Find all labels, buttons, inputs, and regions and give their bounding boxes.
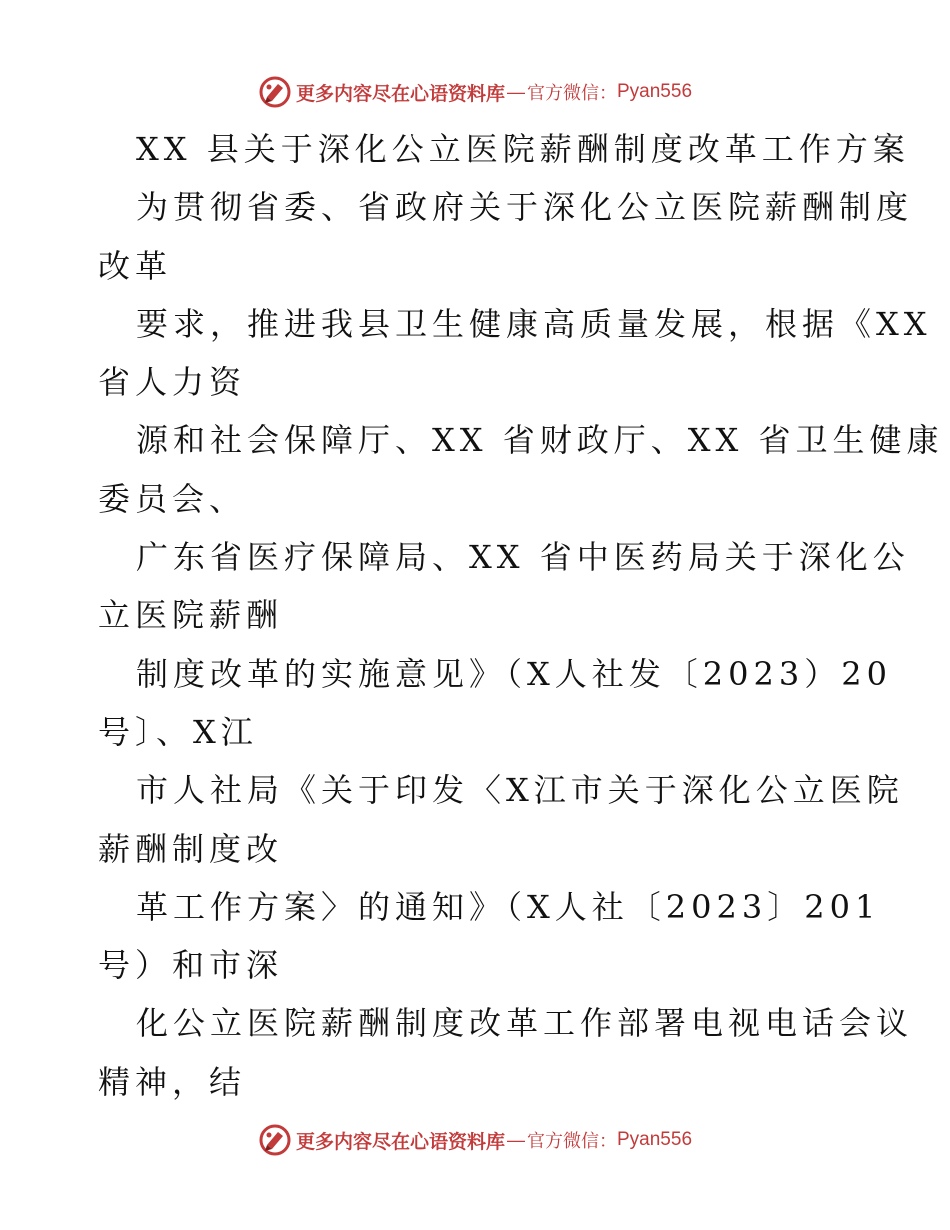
- watermark-wechat-id: Pyan556: [617, 1129, 693, 1150]
- paragraph-line: 号）和市深: [98, 946, 284, 985]
- paragraph-line: 广东省医疗保障局、XX 省中医药局关于深化公: [136, 538, 910, 577]
- document-title: XX 县关于深化公立医院薪酬制度改革工作方案: [136, 130, 910, 168]
- paragraph-line: 革工作方案〉的通知》（X人社〔2023〕201: [136, 887, 881, 926]
- watermark-footer: [0, 1120, 950, 1160]
- watermark-separator: —: [507, 1129, 525, 1150]
- brand-logo-icon: [258, 75, 292, 109]
- brand-logo-icon: [258, 1123, 292, 1157]
- paragraph-line: 委员会、: [98, 479, 247, 518]
- paragraph-line: 号〕、X江: [98, 712, 258, 751]
- paragraph-line: 薪酬制度改: [98, 829, 284, 868]
- watermark-separator: —: [507, 81, 525, 102]
- paragraph-line: 制度改革的实施意见》（X人社发〔2023）20: [136, 654, 892, 693]
- watermark-header: [0, 72, 950, 112]
- paragraph-line: 市人社局《关于印发〈X江市关于深化公立医院: [136, 771, 904, 810]
- paragraph-line: 立医院薪酬: [98, 596, 284, 635]
- paragraph-line: 省人力资: [98, 363, 247, 402]
- paragraph-line: 改革: [98, 246, 173, 285]
- paragraph-line: 化公立医院薪酬制度改革工作部署电视电话会议: [136, 1004, 914, 1043]
- watermark-brand: 更多内容尽在心语资料库: [295, 82, 505, 105]
- paragraph-line: 源和社会保障厅、XX 省财政厅、XX 省卫生健康: [136, 421, 944, 460]
- watermark-wechat-label: 官方微信：: [527, 83, 617, 104]
- paragraph-line: 要求，推进我县卫生健康高质量发展，根据《XX: [136, 304, 932, 343]
- document-body: [98, 120, 944, 1111]
- paragraph-line: 为贯彻省委、省政府关于深化公立医院薪酬制度: [136, 188, 914, 227]
- paragraph-line: 精神，结: [98, 1062, 247, 1101]
- watermark-wechat-label: 官方微信：: [527, 1131, 617, 1152]
- watermark-wechat-id: Pyan556: [617, 81, 693, 102]
- watermark-brand: 更多内容尽在心语资料库: [295, 1130, 505, 1153]
